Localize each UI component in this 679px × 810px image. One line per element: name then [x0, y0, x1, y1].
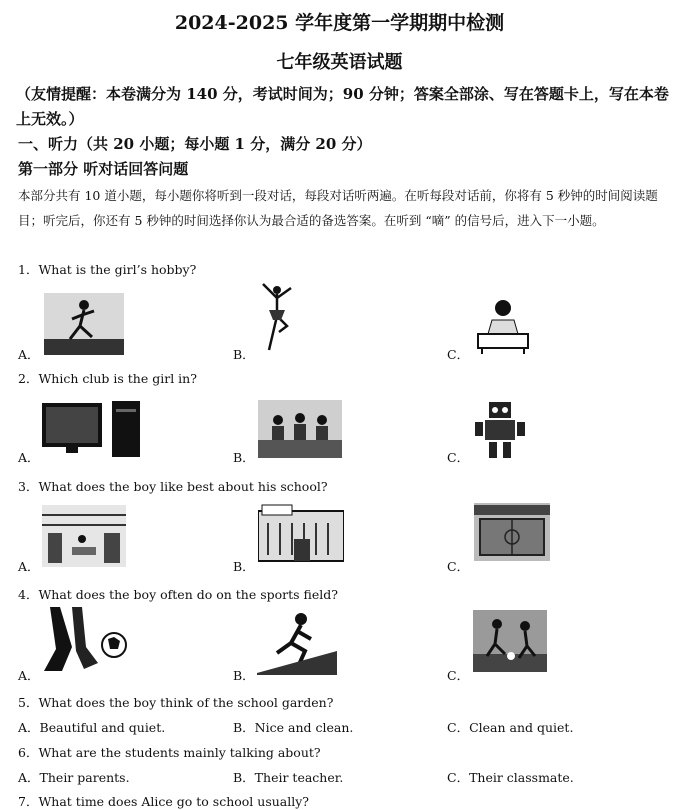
part-title: 第一部分 听对话回答问题	[18, 160, 189, 178]
option-c-label: C．	[447, 347, 470, 362]
building-picture	[258, 503, 344, 565]
question-2: 2．Which club is the girl in?	[18, 371, 197, 386]
question-7: 7．What time does Alice go to school usually?	[18, 794, 309, 809]
drawing-girl-picture	[474, 294, 532, 354]
section-heading: 一、听力（共 20 小题；每小题 1 分，满分 20 分）	[18, 135, 372, 153]
option-b: B．Nice and clean.	[233, 720, 354, 735]
option-a-label: A．	[18, 668, 40, 683]
option-b: B．Their teacher.	[233, 770, 344, 785]
question-5: 5．What does the boy think of the school garden?	[18, 695, 334, 710]
running-boy-picture	[257, 611, 337, 675]
option-a: A．Their parents.	[18, 770, 130, 785]
option-b-label: B．	[233, 559, 255, 574]
option-b-label: B．	[233, 668, 255, 683]
option-c-label: C．	[447, 668, 470, 683]
question-4: 4．What does the boy often do on the sports field?	[18, 587, 338, 602]
option-c-label: C．	[447, 450, 470, 465]
library-picture	[42, 505, 126, 567]
robot-picture	[475, 398, 525, 460]
question-6: 6．What are the students mainly talking about?	[18, 745, 321, 760]
exam-subtitle: 七年级英语试题	[276, 52, 403, 73]
dancing-girl-picture	[257, 280, 297, 358]
question-3: 3．What does the boy like best about his school?	[18, 479, 328, 494]
football-picture	[42, 607, 130, 673]
option-c: C．Clean and quiet.	[447, 720, 574, 735]
option-a-label: A．	[18, 347, 40, 362]
question-1: 1．What is the girl’s hobby?	[18, 262, 197, 277]
option-b-label: B．	[233, 347, 255, 362]
option-a-label: A．	[18, 450, 40, 465]
running-girl-picture	[44, 293, 124, 355]
exam-note: （友情提醒：本卷满分为 140 分，考试时间为；90 分钟；答案全部涂、写在答题卡上，写在本卷上无效。）	[16, 85, 669, 128]
classroom-picture	[258, 400, 342, 458]
option-c-label: C．	[447, 559, 470, 574]
playing-football-picture	[473, 610, 547, 672]
instructions: 本部分共有 10 道小题，每小题你将听到一段对话，每段对话听两遍。在听每段对话前，你将有 5 秒钟的时间阅读题目；听完后，你还有 5 秒钟的时间选择你认为最合适的备选答案。在听到 “嘀” 的信号后，进入下一小题。	[18, 188, 658, 228]
computer-picture	[42, 401, 140, 457]
exam-title: 2024-2025 学年度第一学期期中检测	[174, 12, 505, 34]
option-a-label: A．	[18, 559, 40, 574]
sports-field-picture	[474, 503, 550, 561]
option-a: A．Beautiful and quiet.	[18, 720, 166, 735]
option-c: C．Their classmate.	[447, 770, 574, 785]
option-b-label: B．	[233, 450, 255, 465]
